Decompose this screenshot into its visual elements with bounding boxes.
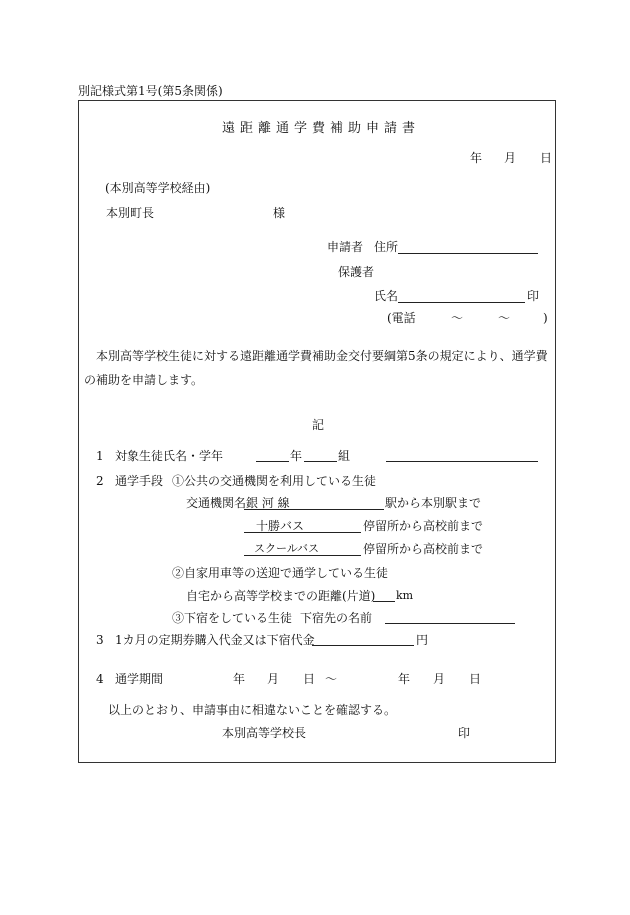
period-to-year: 年	[398, 672, 411, 686]
applicant-label: 申請者	[327, 240, 364, 254]
transit-line-2-suffix: 停留所から高校前まで	[363, 519, 484, 533]
distance-field-line	[373, 601, 395, 602]
transport-option-public: ①公共の交通機関を利用している生徒	[172, 474, 377, 488]
date-day-label: 日	[540, 151, 553, 165]
class-field-line	[304, 461, 337, 462]
distance-unit: km	[396, 589, 414, 602]
name-field-line	[398, 302, 525, 303]
student-name-field-line	[386, 461, 538, 462]
transit-line-2-name: 十勝バス	[256, 519, 305, 533]
item3-number: 3	[96, 633, 104, 647]
period-to-month: 月	[433, 672, 446, 686]
lodging-name-label: 下宿先の名前	[300, 611, 373, 625]
via-school-label: (本別高等学校経由)	[105, 181, 211, 195]
date-month-label: 月	[504, 151, 517, 165]
transit-line-1-name: 銀 河 線	[246, 496, 290, 510]
item3-label: 1カ月の定期券購入代金又は下宿代金	[115, 633, 315, 647]
period-from-day: 日	[303, 672, 316, 686]
phone-separator-1: 〜	[451, 311, 464, 325]
item1-label: 対象生徒氏名・学年	[115, 449, 224, 463]
phone-open: (電話	[387, 311, 416, 325]
principal-seal-mark: 印	[458, 726, 471, 740]
transit-line-2-underline	[244, 532, 361, 533]
transport-option-lodging: ③下宿をしている生徒	[172, 611, 293, 625]
guardian-label: 保護者	[338, 265, 375, 279]
honorific-sama: 様	[273, 206, 286, 220]
item1-number: 1	[96, 449, 104, 463]
transit-line-1-suffix: 駅から本別駅まで	[385, 496, 482, 510]
application-body-text: 本別高等学校生徒に対する遠距離通学費補助金交付要綱第5条の規定により、通学費の補助を申請します。	[84, 349, 548, 387]
transport-option-car: ②自家用車等の送迎で通学している生徒	[172, 566, 389, 580]
form-number-label: 別記様式第1号(第5条関係)	[78, 84, 223, 98]
transit-line-1-underline	[244, 509, 384, 510]
phone-separator-2: 〜	[498, 311, 511, 325]
distance-label: 自宅から高等学校までの距離(片道)	[186, 589, 376, 603]
period-from-year: 年	[233, 672, 246, 686]
item4-number: 4	[96, 672, 104, 686]
ki-heading: 記	[312, 418, 325, 432]
period-from-month: 月	[267, 672, 280, 686]
item4-label: 通学期間	[115, 672, 164, 686]
item2-label: 通学手段	[115, 474, 164, 488]
applicant-seal-mark: 印	[527, 289, 540, 303]
item1-kumi: 組	[338, 449, 351, 463]
item2-number: 2	[96, 474, 104, 488]
form-title: 遠距離通学費補助申請書	[222, 121, 421, 136]
address-label: 住所	[374, 240, 399, 254]
date-year-label: 年	[470, 151, 483, 165]
name-label: 氏名	[374, 289, 399, 303]
item1-nen: 年	[290, 449, 303, 463]
lodging-name-field-line	[385, 623, 515, 624]
amount-field-line	[312, 645, 414, 646]
address-field-line	[398, 253, 538, 254]
principal-label: 本別高等学校長	[222, 726, 307, 740]
addressee: 本別町長	[106, 206, 155, 220]
confirmation-text: 以上のとおり、申請事由に相違ないことを確認する。	[108, 703, 397, 717]
amount-unit-yen: 円	[416, 633, 429, 647]
transit-line-3-name: スクールバス	[254, 542, 320, 555]
period-to-day: 日	[469, 672, 482, 686]
phone-close: )	[543, 311, 548, 325]
grade-field-line	[256, 461, 289, 462]
period-tilde: 〜	[325, 672, 338, 686]
transit-line-3-suffix: 停留所から高校前まで	[363, 542, 484, 556]
transit-name-label: 交通機関名	[186, 496, 247, 510]
transit-line-3-underline	[244, 555, 361, 556]
